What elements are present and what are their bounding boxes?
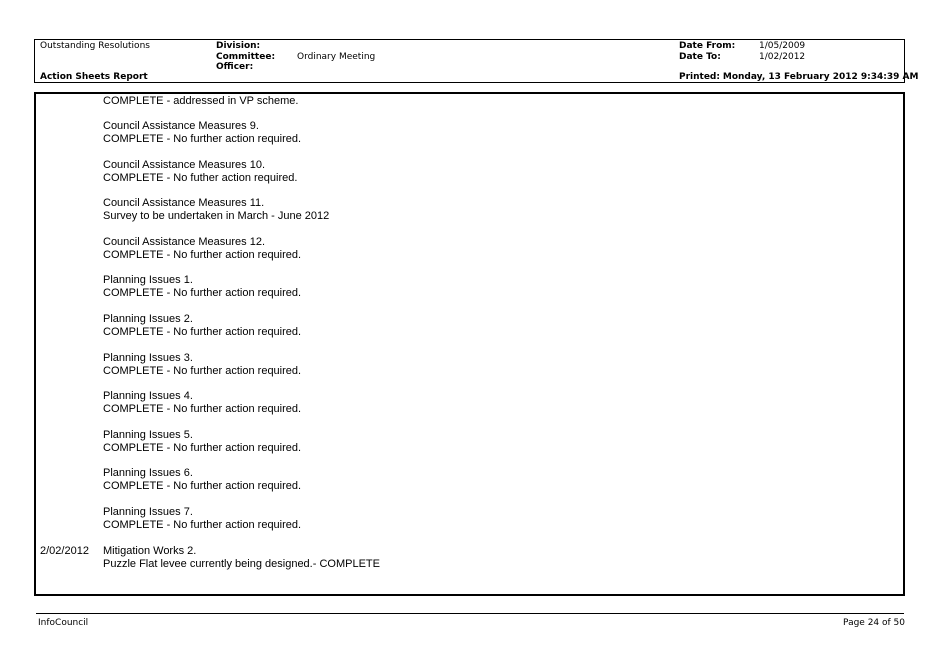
resolution-status: COMPLETE - No futher action required.	[103, 171, 298, 184]
report-header	[34, 39, 919, 83]
resolutions-panel	[34, 92, 905, 596]
resolution-title: Planning Issues 4.	[103, 390, 193, 403]
resolution-status: COMPLETE - No further action required.	[103, 480, 302, 493]
resolution-status: Survey to be undertaken in March - June 2012	[103, 210, 330, 223]
resolution-title: Planning Issues 5.	[103, 428, 193, 441]
resolution-date: 2/02/2012	[40, 544, 89, 557]
resolution-entry	[103, 429, 301, 455]
footer-divider	[36, 613, 904, 614]
resolution-entry	[103, 95, 298, 108]
resolution-status: COMPLETE - No further action required.	[103, 364, 302, 377]
footer-app-name: InfoCouncil	[38, 618, 89, 628]
division-label: Division:	[216, 41, 261, 51]
resolution-entry	[103, 197, 329, 223]
resolution-entry	[103, 120, 301, 146]
resolution-entry	[103, 274, 301, 300]
resolution-status: COMPLETE - No further action required.	[103, 326, 302, 338]
resolution-status: COMPLETE - No further action required.	[103, 403, 302, 416]
resolution-status: COMPLETE - No further action required.	[103, 519, 302, 531]
resolution-entry	[103, 159, 297, 185]
date-to-value: 1/02/2012	[759, 52, 806, 62]
resolution-title: Council Assistance Measures 9.	[103, 120, 259, 132]
resolution-entry	[103, 236, 301, 262]
printed-label: Printed:	[679, 72, 720, 82]
report-type: Action Sheets Report	[40, 72, 148, 82]
resolution-title: Planning Issues 3.	[103, 351, 193, 364]
resolution-title: Planning Issues 7.	[103, 506, 193, 518]
resolution-entry	[103, 467, 301, 493]
resolution-title: Council Assistance Measures 11.	[103, 197, 265, 210]
committee-value: Ordinary Meeting	[297, 52, 376, 62]
resolution-title: Mitigation Works 2.	[103, 544, 197, 557]
date-to-label: Date To:	[679, 52, 721, 62]
printed-stamp	[679, 72, 918, 83]
report-name: Outstanding Resolutions	[40, 41, 150, 51]
resolution-title: Council Assistance Measures 10.	[103, 158, 266, 171]
resolution-title: Planning Issues 6.	[103, 467, 193, 480]
officer-label: Officer:	[216, 62, 254, 72]
resolution-status: COMPLETE - No further action required.	[103, 248, 302, 261]
footer-page-number: Page 24 of 50	[843, 618, 905, 628]
printed-value: Monday, 13 February 2012 9:34:39 AM	[722, 72, 919, 82]
resolution-status: COMPLETE - No further action required.	[103, 441, 302, 454]
resolution-status: COMPLETE - addressed in VP scheme.	[103, 95, 299, 107]
resolution-entry	[103, 506, 301, 532]
resolution-status: COMPLETE - No further action required.	[103, 133, 302, 145]
resolution-entry	[103, 390, 301, 416]
committee-label: Committee:	[216, 52, 276, 62]
date-from-label: Date From:	[679, 41, 736, 51]
resolution-entry	[103, 352, 301, 378]
resolution-title: Planning Issues 1.	[103, 274, 193, 287]
resolution-title: Council Assistance Measures 12.	[103, 235, 266, 248]
resolution-status: COMPLETE - No further action required.	[103, 287, 302, 300]
resolution-entry	[103, 313, 301, 339]
date-from-value: 1/05/2009	[759, 41, 806, 51]
resolution-entry	[103, 545, 380, 571]
resolution-status: Puzzle Flat levee currently being designed.- COMPLETE	[103, 557, 380, 570]
resolution-title: Planning Issues 2.	[103, 313, 193, 325]
